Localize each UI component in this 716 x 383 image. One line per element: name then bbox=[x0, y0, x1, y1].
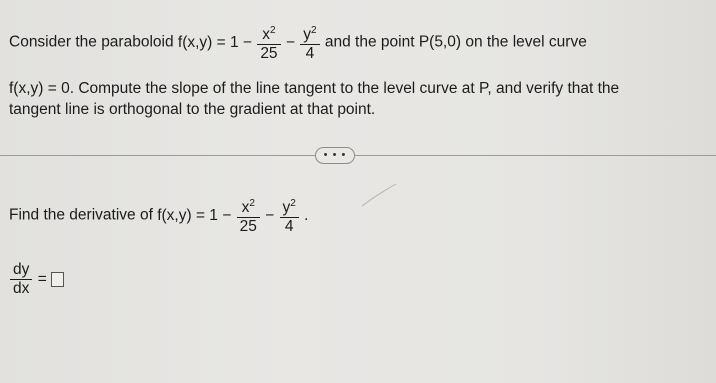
exponent: 2 bbox=[270, 25, 276, 36]
fraction-denominator: 25 bbox=[257, 44, 280, 63]
fraction-numerator: x bbox=[241, 199, 250, 216]
exponent: 2 bbox=[311, 25, 317, 36]
dx-denominator: dx bbox=[10, 279, 32, 298]
pen-stroke-mark bbox=[360, 180, 400, 210]
problem-line-3: tangent line is orthogonal to the gradient at that point. bbox=[9, 101, 376, 118]
period: . bbox=[304, 206, 309, 224]
function-prefix: f(x,y) = 1 − bbox=[177, 33, 252, 51]
fraction-y-squared-over-4 bbox=[300, 22, 319, 63]
step-prompt-text: Find the derivative of bbox=[9, 206, 153, 224]
function-definition bbox=[177, 25, 325, 62]
fraction-x-squared-over-25 bbox=[257, 22, 280, 63]
fraction-denominator: 4 bbox=[300, 44, 319, 63]
minus-sign: − bbox=[265, 206, 275, 224]
fraction-numerator: y bbox=[282, 199, 291, 216]
fraction-y-squared-over-4 bbox=[280, 195, 299, 236]
minus-sign: − bbox=[285, 33, 295, 51]
fraction-x-squared-over-25 bbox=[237, 195, 260, 236]
fraction-denominator: 25 bbox=[237, 217, 260, 236]
answer-input-box[interactable] bbox=[51, 272, 64, 287]
derivative-answer-row bbox=[9, 261, 64, 298]
section-divider bbox=[0, 155, 716, 156]
step-function-definition bbox=[157, 198, 309, 235]
fraction-denominator: 4 bbox=[280, 217, 299, 236]
problem-line-1 bbox=[9, 22, 587, 63]
dy-dx-fraction bbox=[10, 261, 32, 298]
fraction-numerator: y bbox=[303, 26, 311, 43]
equals-sign: = bbox=[37, 270, 47, 288]
problem-intro-text: Consider the paraboloid bbox=[9, 33, 174, 51]
fraction-numerator: x bbox=[262, 26, 271, 43]
more-dots-icon: • • • bbox=[323, 149, 347, 161]
step-prompt bbox=[9, 195, 308, 236]
function-prefix: f(x,y) = 1 − bbox=[157, 206, 232, 224]
exponent: 2 bbox=[249, 198, 255, 209]
problem-line-2: f(x,y) = 0. Compute the slope of the line tangent to the level curve at P, and verify that the bbox=[9, 80, 620, 97]
dy-numerator: dy bbox=[13, 261, 30, 278]
exponent: 2 bbox=[290, 198, 296, 209]
problem-line-1-end: and the point P(5,0) on the level curve bbox=[324, 33, 587, 51]
expand-more-button[interactable] bbox=[315, 147, 355, 164]
